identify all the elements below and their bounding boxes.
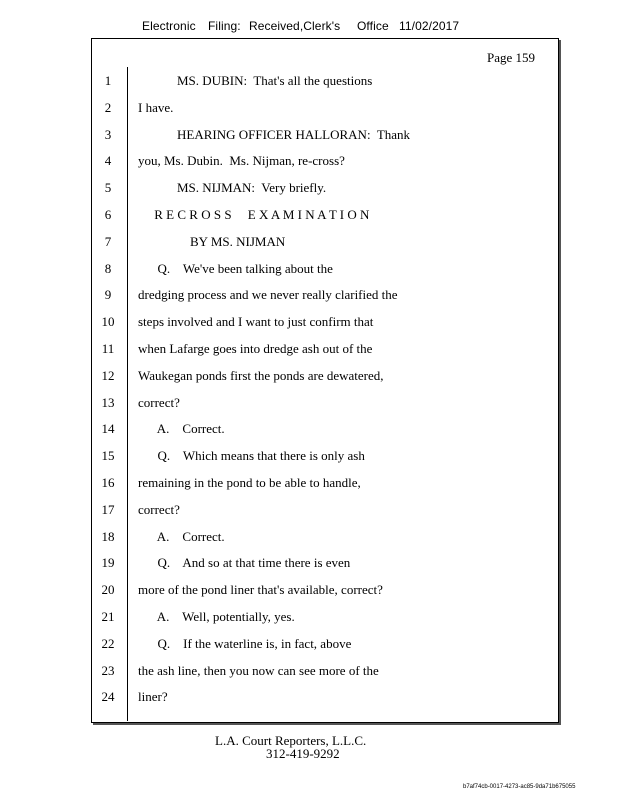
transcript-line — [0, 180, 618, 196]
line-number: 20 — [101, 582, 115, 598]
transcript-line — [0, 127, 618, 143]
transcript-line — [0, 529, 618, 545]
transcript-line — [0, 100, 618, 116]
filing-word-received: Received,Clerk's — [249, 19, 341, 33]
court-reporter-name: L.A. Court Reporters, L.L.C. — [215, 733, 367, 748]
line-text: more of the pond liner that's available, correct? — [138, 582, 383, 598]
transcript-line — [0, 636, 618, 652]
line-number: 5 — [104, 180, 112, 196]
line-text: remaining in the pond to be able to handle, — [138, 475, 361, 490]
transcript-line — [0, 555, 618, 571]
line-number: 19 — [101, 555, 115, 571]
line-text: Q. We've been talking about the — [138, 260, 333, 276]
line-number: 10 — [101, 314, 115, 330]
line-text: A. Well, potentially, yes. — [138, 609, 295, 624]
transcript-line — [0, 663, 618, 679]
line-text: correct? — [138, 501, 180, 517]
transcript-line — [0, 153, 618, 169]
line-number: 14 — [101, 421, 115, 437]
line-text: you, Ms. Dubin. Ms. Nijman, re-cross? — [138, 153, 345, 169]
transcript-line — [0, 689, 618, 705]
line-text: Q. If the waterline is, in fact, above — [138, 635, 352, 651]
line-text: Q. And so at that time there is even — [138, 555, 351, 571]
transcript-line — [0, 234, 618, 250]
transcript-line — [0, 368, 618, 384]
line-text: A. Correct. — [138, 421, 225, 437]
line-number: 7 — [104, 233, 112, 249]
filing-word-filing: Filing: — [208, 19, 241, 33]
line-number: 13 — [101, 394, 115, 410]
transcript-line — [0, 609, 618, 625]
line-number: 4 — [104, 153, 112, 169]
line-number: 2 — [104, 99, 112, 115]
line-number: 12 — [101, 367, 115, 383]
line-text: A. Correct. — [138, 528, 225, 544]
line-text: when Lafarge goes into dredge ash out of the — [138, 341, 373, 356]
transcript-line — [0, 582, 618, 598]
transcript-line — [0, 287, 618, 303]
line-number: 17 — [101, 501, 115, 517]
line-number: 1 — [104, 73, 112, 88]
line-number: 3 — [104, 126, 112, 142]
transcript-line — [0, 421, 618, 437]
line-number: 22 — [101, 635, 115, 651]
line-text: liner? — [138, 689, 168, 705]
transcript-line — [0, 73, 618, 89]
line-number: 24 — [101, 689, 115, 705]
line-text: MS. DUBIN: That's all the questions — [138, 73, 373, 88]
line-text: R E C R O S S E X A M I N A T I O N — [138, 207, 370, 222]
line-number: 15 — [101, 448, 115, 464]
filing-word-office: Office — [357, 19, 389, 33]
transcript-line — [0, 207, 618, 223]
line-text: dredging process and we never really clarified the — [138, 287, 398, 303]
transcript-line — [0, 314, 618, 330]
line-text: steps involved and I want to just confirm that — [138, 314, 374, 330]
line-text: the ash line, then you now can see more of the — [138, 662, 379, 678]
line-number: 23 — [101, 662, 115, 678]
line-number: 8 — [104, 260, 112, 276]
line-number: 16 — [101, 475, 115, 490]
line-text: HEARING OFFICER HALLORAN: Thank — [138, 126, 411, 142]
line-number: 21 — [101, 609, 115, 624]
transcript-line — [0, 475, 618, 491]
line-text: Q. Which means that there is only ash — [138, 448, 365, 464]
line-text: I have. — [138, 99, 174, 115]
line-text: correct? — [138, 394, 180, 410]
transcript-line — [0, 448, 618, 464]
line-text: BY MS. NIJMAN — [138, 233, 286, 249]
filing-word-electronic: Electronic — [142, 19, 196, 33]
line-number: 11 — [101, 341, 115, 356]
line-number: 9 — [104, 287, 112, 303]
transcript-line — [0, 261, 618, 277]
transcript-line — [0, 395, 618, 411]
line-number: 6 — [104, 207, 112, 222]
court-reporter-phone: 312-419-9292 — [266, 746, 340, 761]
transcript-line — [0, 341, 618, 357]
transcript-line — [0, 502, 618, 518]
filing-date: 11/02/2017 — [399, 19, 460, 33]
line-number: 18 — [101, 528, 115, 544]
document-hash: b7af74cb-0017-4273-ac85-9da71b675055 — [463, 784, 576, 790]
line-text: Waukegan ponds first the ponds are dewatered, — [138, 367, 384, 383]
line-text: MS. NIJMAN: Very briefly. — [138, 180, 327, 196]
page-number: Page 159 — [486, 50, 535, 65]
